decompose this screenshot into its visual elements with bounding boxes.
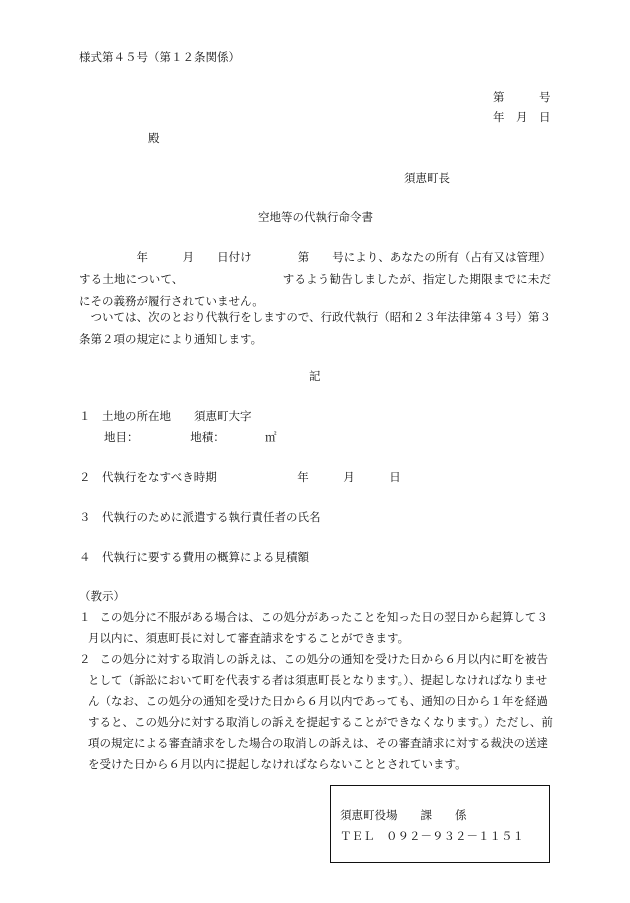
item-4-estimated-cost: ４ 代執行に要する費用の概算による見積額 <box>79 550 309 564</box>
notice-2-number: ２ <box>79 652 91 666</box>
document-title: 空地等の代執行命令書 <box>258 210 373 224</box>
notice-1 <box>79 607 554 649</box>
ki-label: 記 <box>309 369 321 383</box>
body-paragraph-2: ついては、次のとおり代執行をしますので、行政代執行（昭和２３年法律第４３号）第３条第２項の規定により通知します。 <box>79 310 551 346</box>
notice-2 <box>79 649 554 775</box>
issuer: 須恵町長 <box>404 171 450 185</box>
item-2-execution-period: ２ 代執行をなすべき時期 年 月 日 <box>79 470 401 484</box>
notice-1-number: １ <box>79 610 91 624</box>
contact-phone: ＴＥＬ ０９２－９３２－１１５１ <box>340 829 524 843</box>
item-1-land-details: 地目： 地積： ㎡ <box>104 430 277 444</box>
document-number: 第 号 <box>493 90 551 104</box>
notice-heading: （教示） <box>79 589 125 603</box>
document-date: 年 月 日 <box>493 110 551 124</box>
notice-2-text: この処分に対する取消しの訴えは、この処分の通知を受けた日から６月以内に町を被告として（訴訟において町を代表する者は須恵町長となります。）、提起しなければなりません（なお、この処分の通知を受けた日から６月以内であっても、通知の日から１年を経過すると、この処分に対する取消しの訴えを提起することができなくなります。）ただし、前項の規定による審査請求をした場合の取消しの訴えは、その審査請求に対する裁決の送達を受けた日から６月以内に提起しなければならないこととされています。 <box>88 652 553 771</box>
form-number: 様式第４５号（第１２条関係） <box>79 50 240 64</box>
notice-1-text: この処分に不服がある場合は、この処分があったことを知った日の翌日から起算して３月以内に、須恵町長に対して審査請求をすることができます。 <box>88 610 548 645</box>
body-paragraph-1: 年 月 日付け 第 号により、あなたの所有（占有又は管理）する土地について、 するよう勧告しましたが、指定した期限までに未だにその義務が履行されていません。 <box>79 250 551 308</box>
item-1-location: １ 土地の所在地 須恵町大字 <box>79 409 252 423</box>
contact-office: 須恵町役場 課 係 <box>340 808 467 822</box>
contact-box <box>330 785 550 863</box>
addressee: 殿 <box>148 131 160 145</box>
item-3-responsible-person: ３ 代執行のために派遣する執行責任者の氏名 <box>79 510 321 524</box>
